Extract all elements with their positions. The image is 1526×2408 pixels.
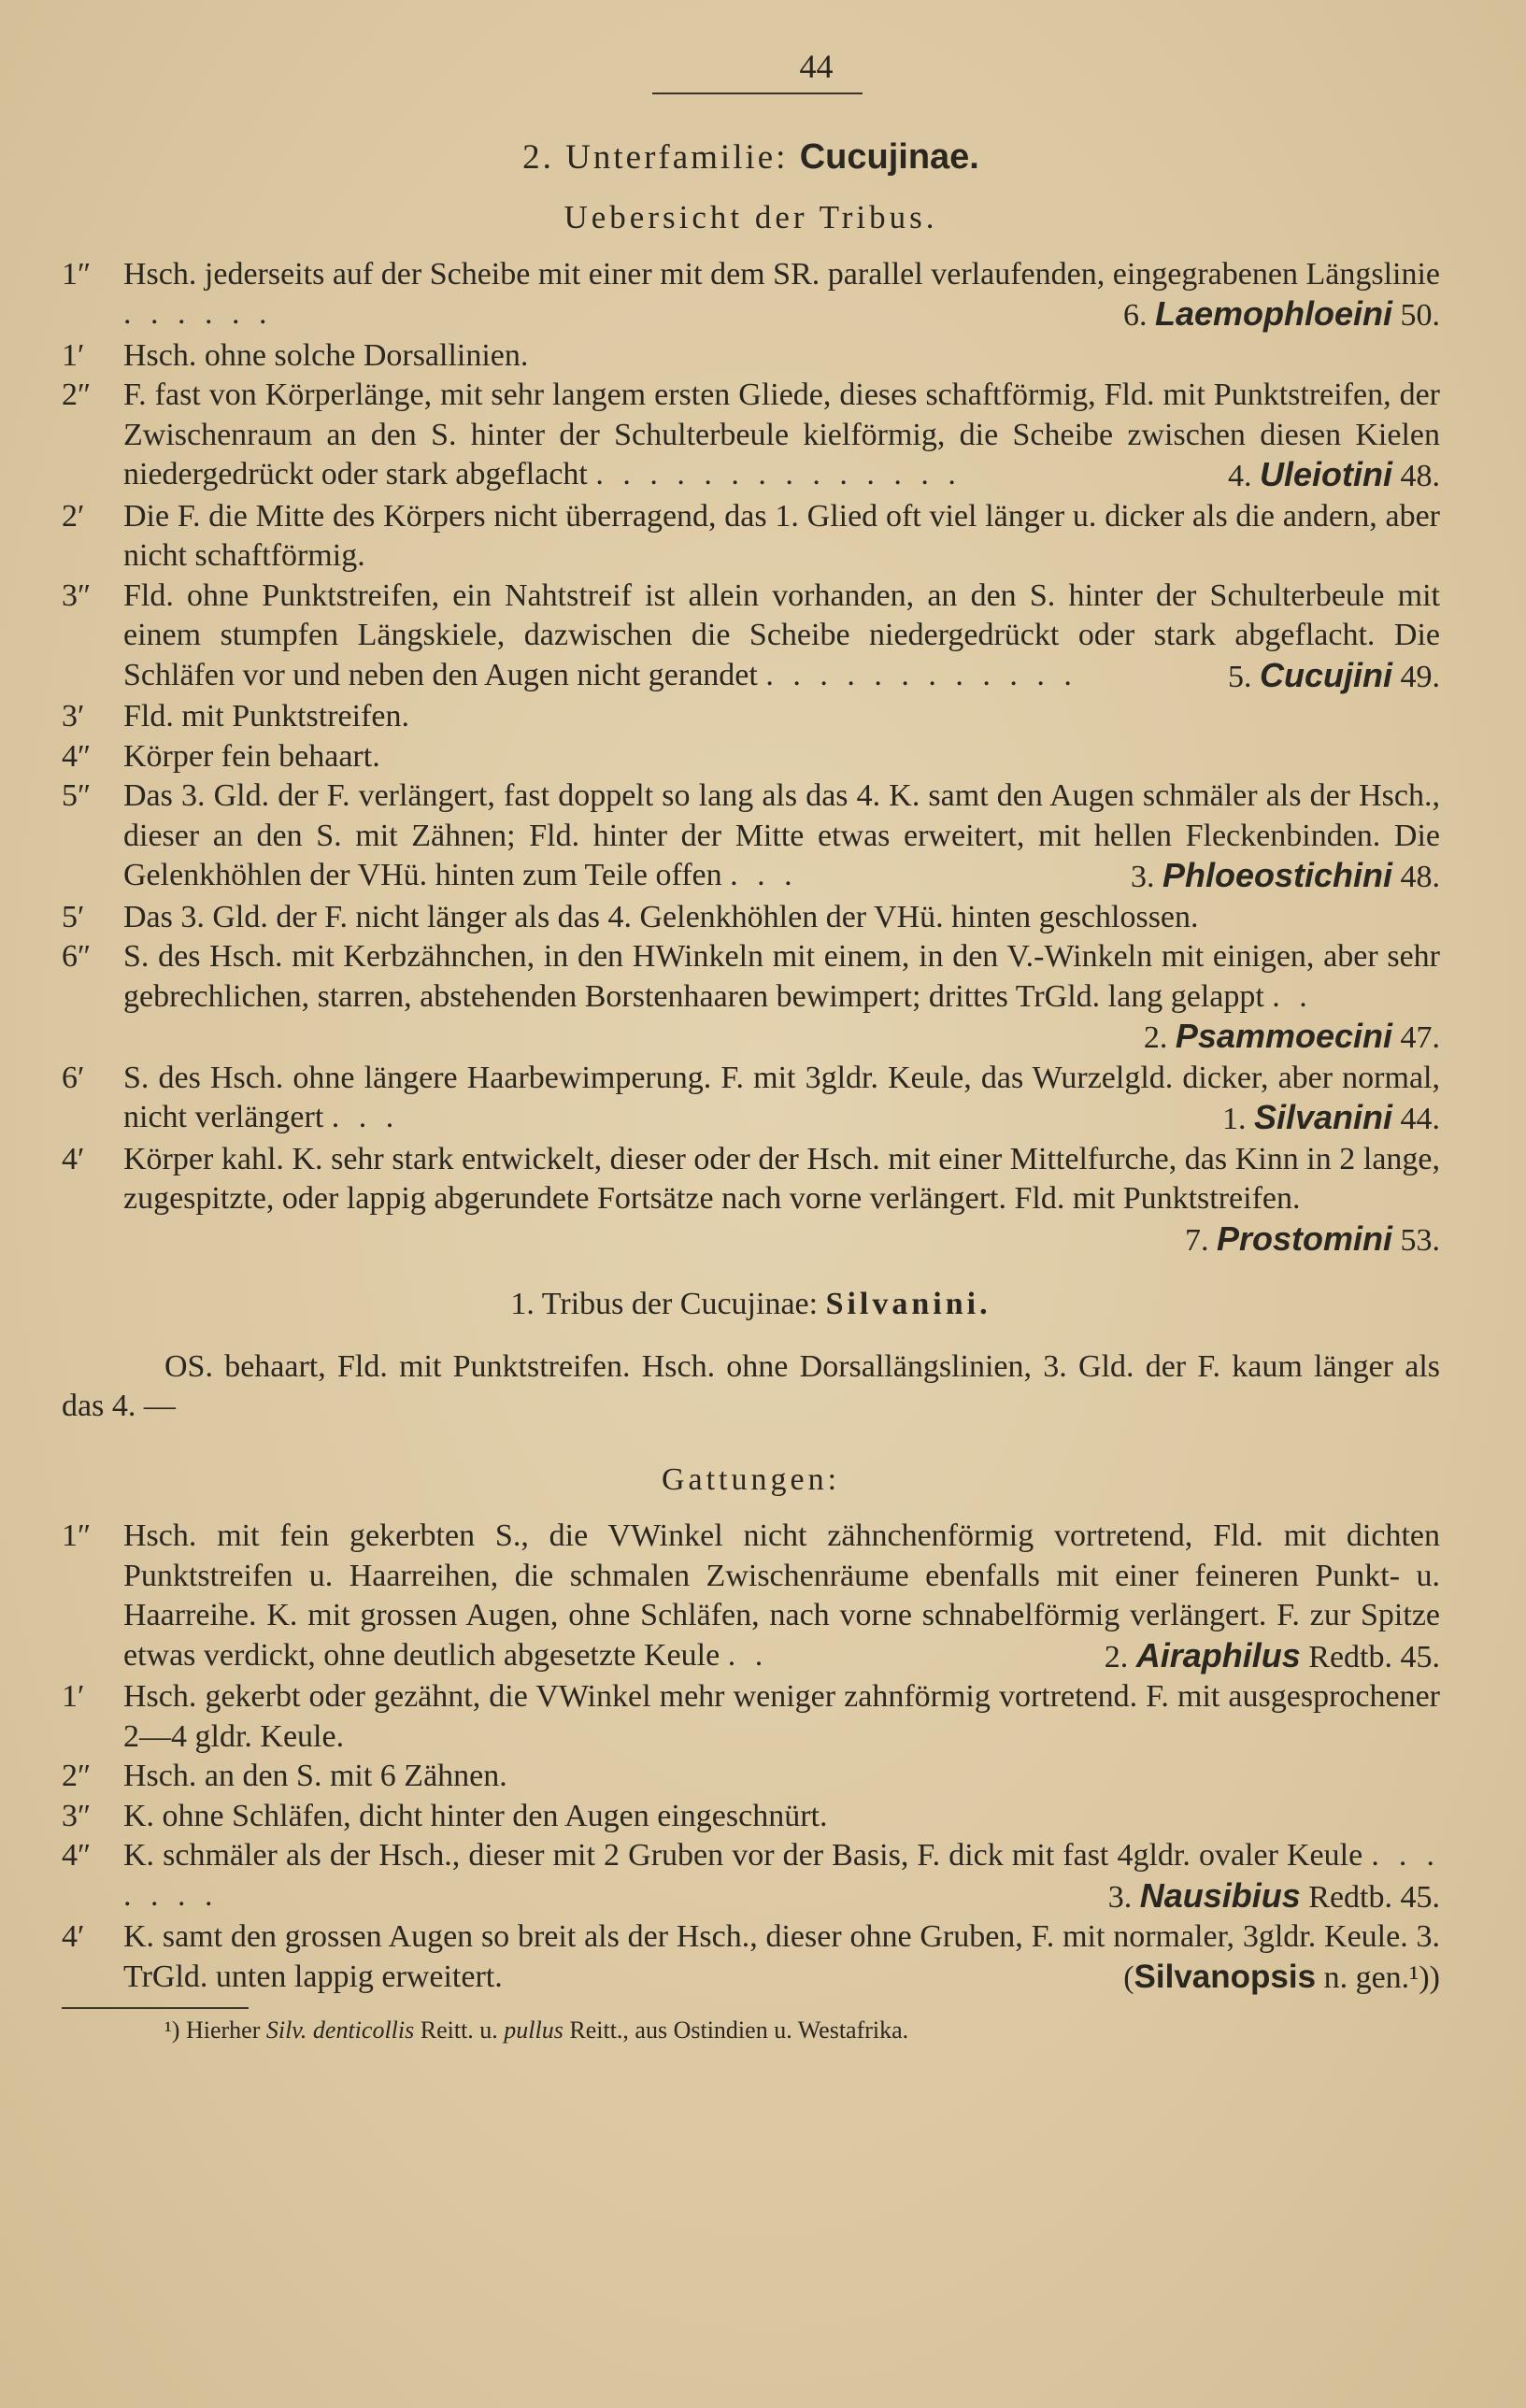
footnote-rule — [62, 2007, 249, 2009]
footnote — [164, 2015, 1440, 2046]
taxon-name: Silvanopsis — [1134, 1958, 1317, 1995]
key-entry — [62, 937, 1440, 1059]
key-number: 3″ — [62, 1798, 92, 1833]
key-text: Das 3. Gld. der F. verlängert, fast doppelt so lang als das 4. K. samt den Augen schmäler als der Hsch., dieser an den S. mit Zähnen; Fld. hinter der Mitte etwas erweitert, mit hellen Fleckenbinden. Die Gelenkhöhlen der VHü. hinten zum Teile offen — [123, 778, 1440, 892]
key-entry — [62, 1797, 1440, 1837]
key-ref-number: 5. — [1228, 659, 1252, 694]
leader-dots: . . . . . . . — [123, 1838, 1441, 1913]
key-number: 1″ — [62, 256, 92, 292]
key-text: Hsch. ohne solche Dorsallinien. — [123, 337, 529, 373]
tribus-heading-prefix: 1. Tribus der Cucujinae: — [510, 1287, 819, 1321]
taxon-page: 47. — [1400, 1020, 1440, 1055]
key-number: 4″ — [62, 1838, 92, 1873]
subfamily-heading — [62, 137, 1440, 178]
key-ref-number: 2. — [1143, 1020, 1168, 1055]
key-entry — [62, 898, 1440, 938]
footnote-species-2: pullus — [504, 2016, 563, 2044]
key-entry — [62, 1836, 1440, 1917]
page-number: 44 — [799, 48, 834, 85]
key-entry — [62, 255, 1440, 336]
subfamily-heading-prefix: 2. Unterfamilie: — [522, 137, 789, 177]
key-entry — [62, 777, 1440, 898]
paren: ( — [1123, 1959, 1134, 1995]
footnote-pre: Hierher — [185, 2016, 261, 2044]
footnote-post: Reitt., aus Ostindien u. Westafrika. — [569, 2016, 909, 2044]
key-text: Körper fein behaart. — [123, 738, 380, 774]
key-ref-number: 7. — [1184, 1222, 1209, 1258]
key-entry — [62, 697, 1440, 737]
key-entry — [62, 497, 1440, 577]
key-number: 1′ — [62, 1679, 85, 1714]
taxon-name: Nausibius — [1139, 1875, 1301, 1915]
key-number: 3′ — [62, 699, 85, 734]
genera-heading: Gattungen: — [661, 1461, 841, 1497]
key-ref-number: 4. — [1228, 459, 1252, 493]
key-result — [1108, 1876, 1440, 1918]
key-number: 2′ — [62, 498, 85, 534]
key-result — [1105, 1636, 1440, 1678]
taxon-page: 50. — [1400, 298, 1440, 333]
leader-dots: . . — [1272, 978, 1313, 1014]
key-number: 5′ — [62, 899, 85, 934]
key-text: Das 3. Gld. der F. nicht länger als das 4. Gelenkhöhlen der VHü. hinten geschlossen. — [123, 899, 1199, 934]
key-entry — [62, 376, 1440, 497]
key-text: S. des Hsch. ohne längere Haarbewimperung. F. mit 3gldr. Keule, das Wurzelgld. dicker, aber normal, nicht verlängert — [123, 1060, 1440, 1134]
key-text: Hsch. gekerbt oder gezähnt, die VWinkel mehr weniger zahnförmig vortretend. F. mit ausgesprochener 2—4 gldr. Keule. — [123, 1679, 1440, 1754]
taxon-name: Airaphilus — [1135, 1635, 1301, 1674]
tribus-heading — [62, 1285, 1440, 1325]
key-entry — [62, 577, 1440, 698]
taxon-page: 44. — [1400, 1102, 1440, 1136]
taxon-page: Redtb. 45. — [1308, 1879, 1440, 1915]
leader-dots: . . . . . . . . . . . . . . — [595, 457, 962, 492]
key-text: Fld. ohne Punktstreifen, ein Nahtstreif ist allein vorhanden, an den S. hinter der Schulterbeule mit einem stumpfen Längskiele, dazwischen die Scheibe niedergedrückt oder stark abgeflacht. Die Schläfen vor und neben den Augen nicht gerandet — [123, 577, 1440, 692]
key-result — [1123, 294, 1440, 336]
key-text: S. des Hsch. mit Kerbzähnchen, in den HWinkeln mit einem, in den V.-Winkeln mit einigen, aber sehr gebrechlichen, starren, abstehenden Borstenhaaren bewimpert; drittes TrGld. lang gelappt — [123, 939, 1440, 1014]
key-entry — [62, 1059, 1440, 1140]
key-number: 6′ — [62, 1060, 85, 1095]
key-result — [1123, 1958, 1440, 1999]
key-number: 2″ — [62, 1759, 92, 1793]
key-entry — [62, 1517, 1440, 1677]
key-number: 4′ — [62, 1141, 85, 1176]
key-text: Körper kahl. K. sehr stark entwickelt, dieser oder der Hsch. mit einer Mittelfurche, das Kinn in 2 lange, zugespitzte, oder lappig abgerundete Fortsätze nach vorne verlängert. Fld. mit Punktstreifen. — [123, 1141, 1440, 1216]
taxon-name: Prostomini — [1216, 1218, 1392, 1258]
tribus-key — [62, 255, 1440, 1261]
key-ref-number: 2. — [1104, 1639, 1129, 1674]
key-entry — [62, 336, 1440, 377]
key-number: 1″ — [62, 1518, 92, 1553]
key-number: 5″ — [62, 778, 92, 813]
footnote-species-1: Silv. denticollis — [265, 2016, 415, 2044]
key-number: 3″ — [62, 577, 92, 613]
key-result — [1131, 856, 1440, 898]
taxon-page: 53. — [1400, 1222, 1440, 1258]
tribus-name: Silvanini. — [825, 1287, 991, 1321]
key-number: 1′ — [62, 337, 85, 373]
key-entry — [62, 1677, 1440, 1757]
key-text: Fld. mit Punktstreifen. — [123, 699, 409, 734]
key-text: Die F. die Mitte des Körpers nicht überragend, das 1. Glied oft viel länger u. dicker als die andern, aber nicht schaftförmig. — [123, 498, 1440, 573]
taxon-name: Psammoecini — [1175, 1017, 1392, 1055]
key-ref-number: 3. — [1107, 1879, 1133, 1915]
key-result — [1222, 1098, 1440, 1140]
key-entry — [62, 1757, 1440, 1797]
key-text: K. schmäler als der Hsch., dieser mit 2 Gruben vor der Basis, F. dick mit fast 4gldr. ovaler Keule — [123, 1838, 1363, 1873]
key-text: F. fast von Körperlänge, mit sehr langem ersten Gliede, dieses schaftförmig, Fld. mit Punktstreifen, der Zwischenraum an den S. hinter der Schulterbeule kielförmig, die Scheibe zwischen diesen Kielen niedergedrückt oder stark abgeflacht — [123, 378, 1440, 492]
key-text: K. ohne Schläfen, dicht hinter den Augen eingeschnürt. — [123, 1798, 828, 1833]
key-result — [1228, 455, 1440, 497]
leader-dots: . . . . . . — [123, 296, 273, 331]
subfamily-name: Cucujinae. — [799, 136, 979, 177]
key-text: K. samt den grossen Augen so breit als der Hsch., dieser ohne Gruben, F. mit normaler, 3gldr. Keule. 3. TrGld. unten lappig erweitert. — [123, 1919, 1440, 1994]
key-text: Hsch. jederseits auf der Scheibe mit einer mit dem SR. parallel verlaufenden, eingegrabenen Längslinie — [123, 256, 1440, 292]
key-entry — [62, 1140, 1440, 1261]
page-content — [62, 47, 1440, 2046]
key-number: 2″ — [62, 378, 92, 412]
key-ref-number: 6. — [1122, 298, 1148, 333]
key-ref-number: 1. — [1221, 1102, 1247, 1136]
key-result — [1228, 656, 1440, 698]
key-entry — [62, 737, 1440, 777]
leader-dots: . . . — [730, 858, 798, 892]
taxon-page: 48. — [1400, 459, 1440, 493]
genera-key — [62, 1517, 1440, 1998]
taxon-name: Laemophloeini — [1154, 294, 1392, 333]
tribus-overview-heading: Uebersicht der Tribus. — [563, 199, 938, 235]
footnote-marker: ¹) — [164, 2016, 180, 2044]
taxon-page: Redtb. 45. — [1308, 1639, 1440, 1674]
leader-dots: . . — [727, 1637, 769, 1673]
key-ref-number: 3. — [1130, 860, 1155, 894]
taxon-page: 49. — [1400, 659, 1440, 694]
leader-dots: . . . . . . . . . . . . — [765, 657, 1077, 692]
key-result — [1185, 1219, 1440, 1261]
taxon-name: Uleiotini — [1260, 455, 1392, 493]
taxon-name: Cucujini — [1260, 655, 1392, 694]
key-number: 6″ — [62, 939, 92, 974]
key-number: 4′ — [62, 1919, 85, 1954]
key-number: 4″ — [62, 738, 92, 774]
taxon-name: Silvanini — [1253, 1098, 1392, 1136]
footnote-mid: Reitt. u. — [420, 2016, 498, 2044]
taxon-name: Phloeostichini — [1162, 856, 1392, 894]
taxon-page: 48. — [1400, 860, 1440, 894]
key-text: Hsch. an den S. mit 6 Zähnen. — [123, 1759, 507, 1793]
key-text: Hsch. mit fein gekerbten S., die VWinkel nicht zähnchenförmig vortretend, Fld. mit dichten Punktstreifen u. Haarreihen, die schmalen Zwischenräume ebenfalls mit einer feineren Punkt- u. Haarreihe. K. mit grossen Augen, ohne Schläfen, nach vorne schnabelförmig verlängert. F. zur Spitze etwas verdickt, ohne deutlich abgesetzte Keule — [123, 1518, 1440, 1673]
header-rule — [652, 93, 863, 94]
key-entry — [62, 1917, 1440, 1998]
leader-dots: . . . — [331, 1100, 400, 1134]
taxon-page: n. gen.¹)) — [1323, 1959, 1440, 1995]
tribus-description: OS. behaart, Fld. mit Punktstreifen. Hsch. ohne Dorsallängslinien, 3. Gld. der F. kaum länger als das 4. — — [62, 1348, 1440, 1423]
key-result — [1144, 1017, 1440, 1059]
